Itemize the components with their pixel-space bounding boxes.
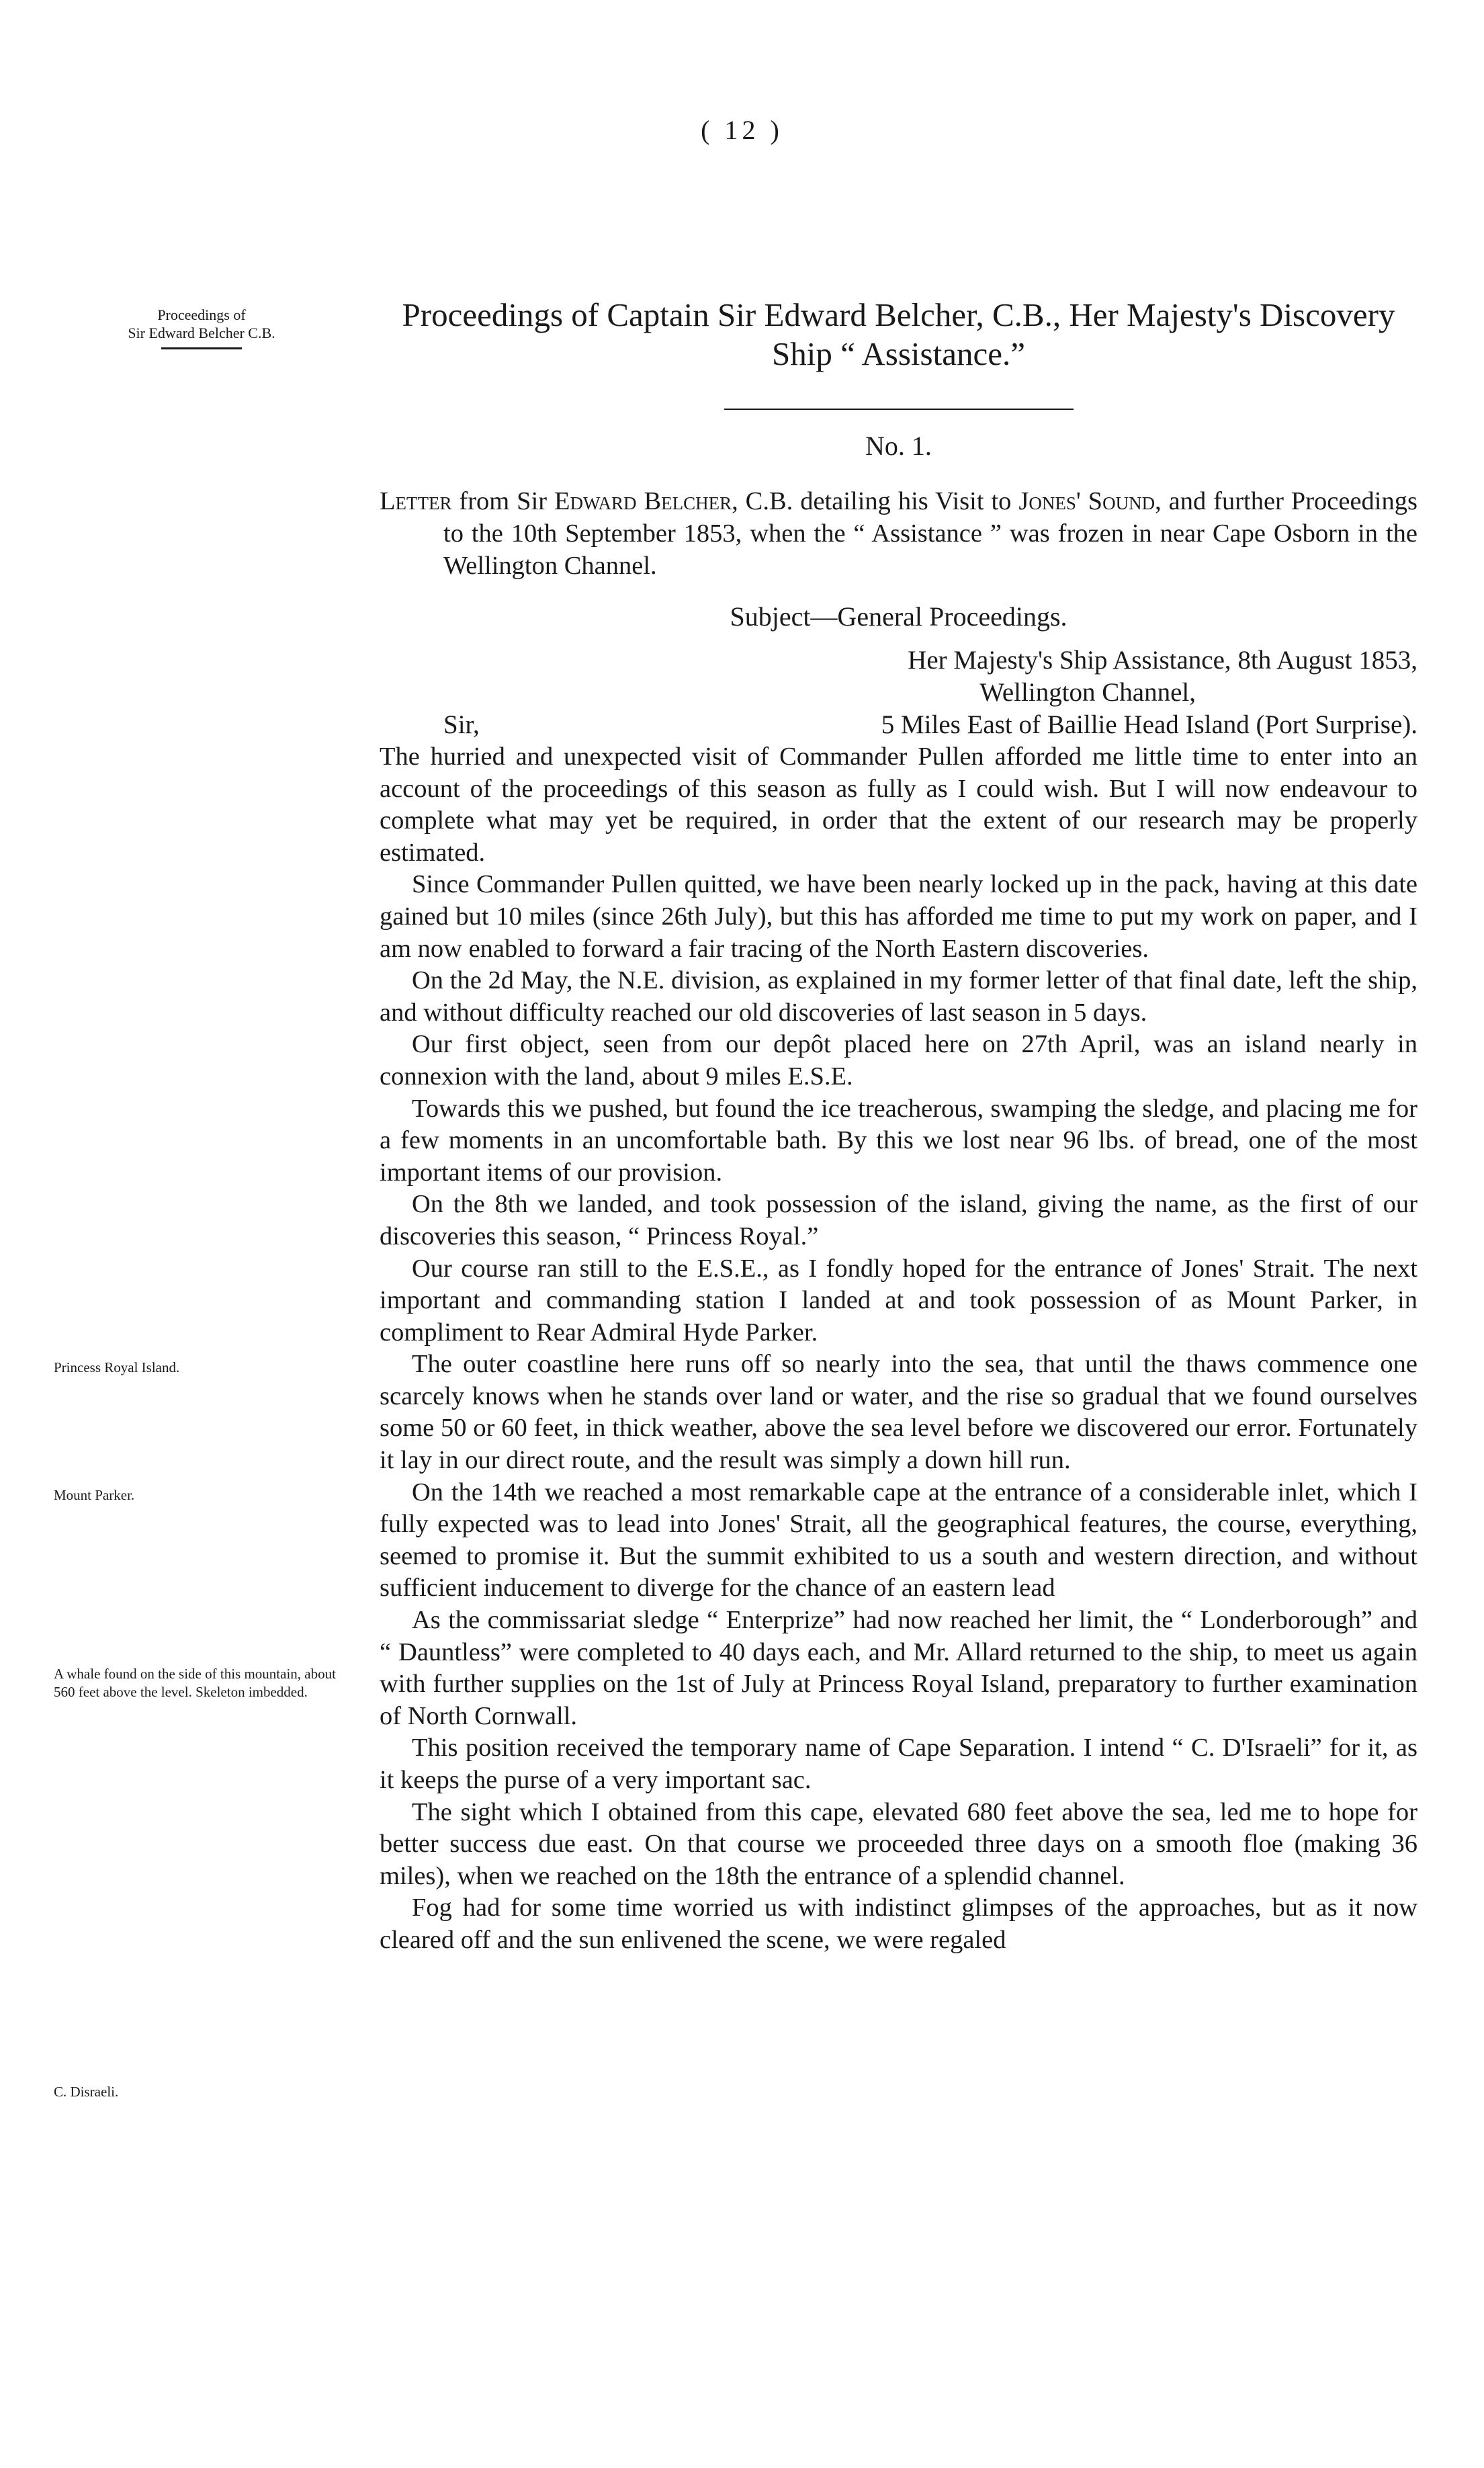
heading-place: Jones' Sound	[1018, 487, 1155, 515]
salutation-row	[380, 709, 1417, 741]
body-paragraph: The hurried and unexpected visit of Commander Pullen afforded me little time to enter into an account of the proceedings of this season as fully as I could wish. But I will now endeavour to complete what may yet be required, in order that the extent of our research may be properly estimated.	[380, 742, 1417, 867]
body-paragraph: The sight which I obtained from this cape, elevated 680 feet above the sea, led me to hope for better success due east. On that course we proceeded three days on a smooth floe (making 36 miles), when we reached on the 18th the entrance of a splendid channel.	[380, 1797, 1417, 1890]
margin-note-rule	[161, 347, 242, 349]
document-title: Proceedings of Captain Sir Edward Belcher, C.B., Her Majesty's Discovery Ship “ Assistance.”	[402, 296, 1395, 372]
letter-number: No. 1.	[865, 431, 932, 461]
margin-note-line: Proceedings of	[157, 306, 246, 323]
body-paragraph: Towards this we pushed, but found the ice treacherous, swamping the sledge, and placing me for a few moments in an uncomfortable bath. By this we lost near 96 lbs. of bread, one of the most important items of our provision.	[380, 1094, 1417, 1187]
body-paragraph: Fog had for some time worried us with indistinct glimpses of the approaches, but as it now cleared off and the sun enlivened the scene, we were regaled	[380, 1893, 1417, 1954]
body-paragraph: Our course ran still to the E.S.E., as I fondly hoped for the entrance of Jones' Strait. The next important and commanding station I landed at and took possession of as Mount Parker, in compliment to Rear Admiral Hyde Parker.	[380, 1254, 1417, 1347]
dateline-channel: Wellington Channel,	[979, 678, 1196, 707]
margin-note-proceedings	[54, 306, 349, 349]
margin-note-mount-parker: Mount Parker.	[54, 1487, 135, 1503]
heading-rest: , and further Proceedings to the 10th September 1853, when the “ Assistance ” was frozen in near Cape Osborn in the Wellington Channel.	[443, 487, 1417, 580]
salutation: Sir,	[443, 710, 480, 739]
letter-heading	[380, 485, 1417, 582]
heading-name: Edward Belcher	[554, 487, 732, 515]
body-paragraph: On the 2d May, the N.E. division, as explained in my former letter of that final date, left the ship, and without difficulty reached our old discoveries of last season in 5 days.	[380, 966, 1417, 1027]
body-paragraph: Our first object, seen from our depôt placed here on 27th April, was an island nearly in connexion with the land, about 9 miles E.S.E.	[380, 1030, 1417, 1091]
body-paragraph: The outer coastline here runs off so nearly into the sea, that until the thaws commence one scarcely knows when he stands over land or water, and the rise so gradual that we found ourselves some 50 or 60 feet, in thick weather, above the sea level before we discovered our error. Fortunately it lay in our direct route, and the result was simply a down hill run.	[380, 1350, 1417, 1475]
subject-line: Subject—General Proceedings.	[730, 601, 1067, 632]
margin-note-line: Sir Edward Belcher C.B.	[128, 325, 275, 341]
margin-note-princess-royal: Princess Royal Island.	[54, 1359, 180, 1375]
dateline-position: 5 Miles East of Baillie Head Island (Port Surprise).	[881, 710, 1417, 739]
body-paragraph: On the 8th we landed, and took possession of the island, giving the name, as the first of our discoveries this season, “ Princess Royal.”	[380, 1190, 1417, 1250]
page-number: ( 12 )	[701, 115, 783, 145]
body-paragraph: Since Commander Pullen quitted, we have been nearly locked up in the pack, having at this date gained but 10 miles (since 26th July), but this has afforded me time to put my work on paper, and I am now enabled to forward a fair tracing of the North Eastern discoveries.	[380, 870, 1417, 963]
dateline-ship: Her Majesty's Ship Assistance, 8th August 1853,	[908, 646, 1417, 675]
body-paragraph: As the commissariat sledge “ Enterprize” had now reached her limit, the “ Londerborough” and “ Dauntless” were completed to 40 days each, and Mr. Allard returned to the ship, to meet us again with further supplies on the 1st of July at Princess Royal Island, preparatory to further examination of North Cornwall.	[380, 1606, 1417, 1730]
title-rule	[724, 409, 1074, 410]
heading-from: from Sir	[451, 487, 555, 515]
heading-middle: , C.B. detailing his Visit to	[732, 487, 1019, 515]
heading-letter-word: Letter	[380, 487, 452, 515]
margin-note-disraeli: C. Disraeli.	[54, 2084, 119, 2100]
main-text	[380, 296, 1417, 1957]
margin-note-whale: A whale found on the side of this mountain, about 560 feet above the level. Skeleton imbedded.	[54, 1666, 336, 1700]
body-paragraph: On the 14th we reached a most remarkable cape at the entrance of a considerable inlet, which I fully expected was to lead into Jones' Strait, all the geographical features, the course, everything, seemed to promise it. But the summit exhibited to us a south and western direction, and without sufficient inducement to diverge for the chance of an eastern lead	[380, 1478, 1417, 1603]
body-paragraph: This position received the temporary name of Cape Separation. I intend “ C. D'Israeli” for it, as it keeps the purse of a very important sac.	[380, 1734, 1417, 1794]
